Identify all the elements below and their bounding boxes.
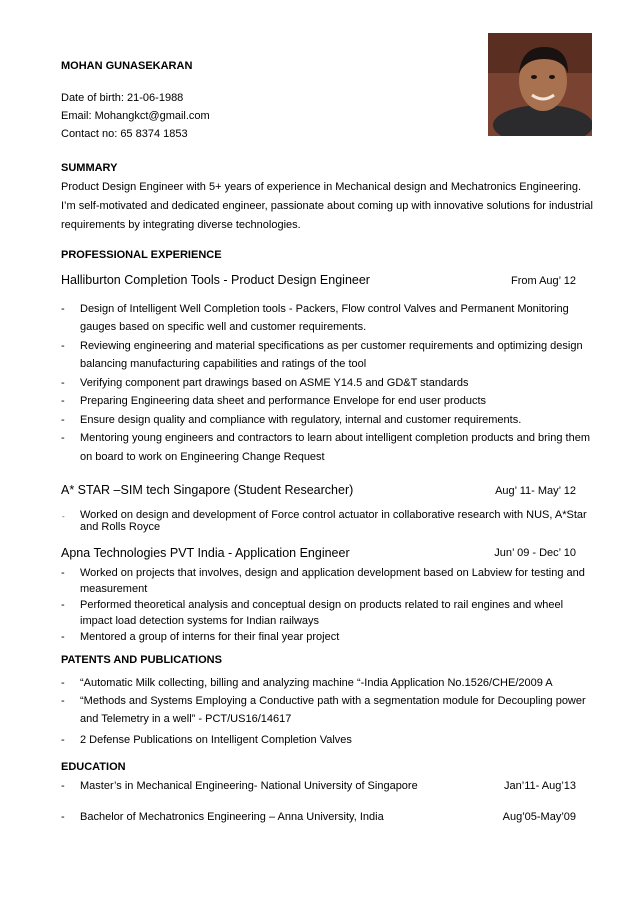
bullet-marker: -	[61, 695, 65, 707]
summary-heading: SUMMARY	[61, 162, 118, 174]
bullet-marker: -	[61, 631, 65, 643]
bullet-marker: -	[61, 377, 65, 389]
job-bullet: Verifying component part drawings based on ASME Y14.5 and GD&T standards	[80, 377, 469, 389]
bullet-marker: -	[61, 567, 65, 579]
patent-item: and Telemetry in a well” - PCT/US16/14617	[80, 713, 292, 725]
job-bullet: gauges based on specific well and customer requirements.	[80, 321, 367, 333]
bullet-marker: -	[61, 811, 65, 823]
education-item: Master’s in Mechanical Engineering- National University of Singapore	[80, 780, 418, 792]
bullet-marker: -	[62, 512, 65, 521]
bullet-marker: -	[61, 734, 65, 746]
job-bullet: Mentored a group of interns for their final year project	[80, 631, 340, 643]
patent-item: 2 Defense Publications on Intelligent Completion Valves	[80, 734, 352, 746]
job-title: A* STAR –SIM tech Singapore (Student Researcher)	[61, 483, 354, 497]
job-date: Aug’ 11- May’ 12	[495, 485, 576, 497]
job-date: From Aug’ 12	[510, 275, 576, 287]
job-bullet: impact load detection systems for Indian railways	[80, 615, 320, 627]
job-bullet: Worked on projects that involves, design and application development based on Labview for testing and	[80, 567, 585, 579]
candidate-name: MOHAN GUNASEKARAN	[61, 60, 193, 72]
education-date: Aug’05-May’09	[502, 811, 576, 823]
contact-number: Contact no: 65 8374 1853	[61, 128, 188, 140]
job-bullet: Design of Intelligent Well Completion tools - Packers, Flow control Valves and Permanent Monitoring	[80, 303, 569, 315]
job-bullet: Performed theoretical analysis and conceptual design on products related to rail engines and wheel	[80, 599, 564, 611]
job-bullet: Preparing Engineering data sheet and performance Envelope for end user products	[80, 395, 487, 407]
summary-line: I’m self-motivated and dedicated engineer, passionate about coming up with innovative solutions for industrial	[61, 200, 593, 212]
date-of-birth: Date of birth: 21-06-1988	[61, 92, 184, 104]
job-bullet: Worked on design and development of Force control actuator in collaborative research with NUS, A*Star	[80, 509, 587, 521]
job-date: Jun’ 09 - Dec’ 10	[494, 547, 576, 559]
email: Email: Mohangkct@gmail.com	[61, 110, 210, 122]
patent-item: “Automatic Milk collecting, billing and analyzing machine “-India Application No.1526/CHE/2009 A	[80, 677, 553, 689]
bullet-marker: -	[61, 340, 65, 352]
bullet-marker: -	[61, 599, 65, 611]
patents-heading: PATENTS AND PUBLICATIONS	[61, 654, 222, 666]
bullet-marker: -	[61, 432, 65, 444]
education-heading: EDUCATION	[61, 761, 126, 773]
bullet-marker: -	[61, 303, 65, 315]
job-title: Halliburton Completion Tools - Product Design Engineer	[61, 273, 370, 287]
education-date: Jan’11- Aug’13	[504, 780, 576, 792]
summary-line: Product Design Engineer with 5+ years of experience in Mechanical design and Mechatronics Engineering.	[61, 181, 582, 193]
job-bullet: Ensure design quality and compliance with regulatory, internal and customer requirements.	[80, 414, 522, 426]
education-item: Bachelor of Mechatronics Engineering – Anna University, India	[80, 811, 384, 823]
bullet-marker: -	[61, 395, 65, 407]
job-bullet: on board to work on Engineering Change Request	[80, 451, 325, 463]
job-bullet: Mentoring young engineers and contractors to learn about intelligent completion products and bring them	[80, 432, 590, 444]
profile-photo	[488, 33, 592, 136]
job-bullet: Reviewing engineering and material specifications as per customer requirements and optimizing design	[80, 340, 583, 352]
bullet-marker: -	[61, 677, 65, 689]
job-title: Apna Technologies PVT India - Application Engineer	[61, 546, 350, 560]
patent-item: “Methods and Systems Employing a Conductive path with a segmentation module for Decoupling power	[80, 695, 586, 707]
job-bullet: and Rolls Royce	[80, 521, 161, 533]
summary-line: requirements by integrating diverse technologies.	[61, 219, 301, 231]
job-bullet: measurement	[80, 583, 148, 595]
experience-heading: PROFESSIONAL EXPERIENCE	[61, 249, 222, 261]
job-bullet: balancing manufacturing capabilities and ratings of the tool	[80, 358, 367, 370]
bullet-marker: -	[61, 780, 65, 792]
bullet-marker: -	[61, 414, 65, 426]
